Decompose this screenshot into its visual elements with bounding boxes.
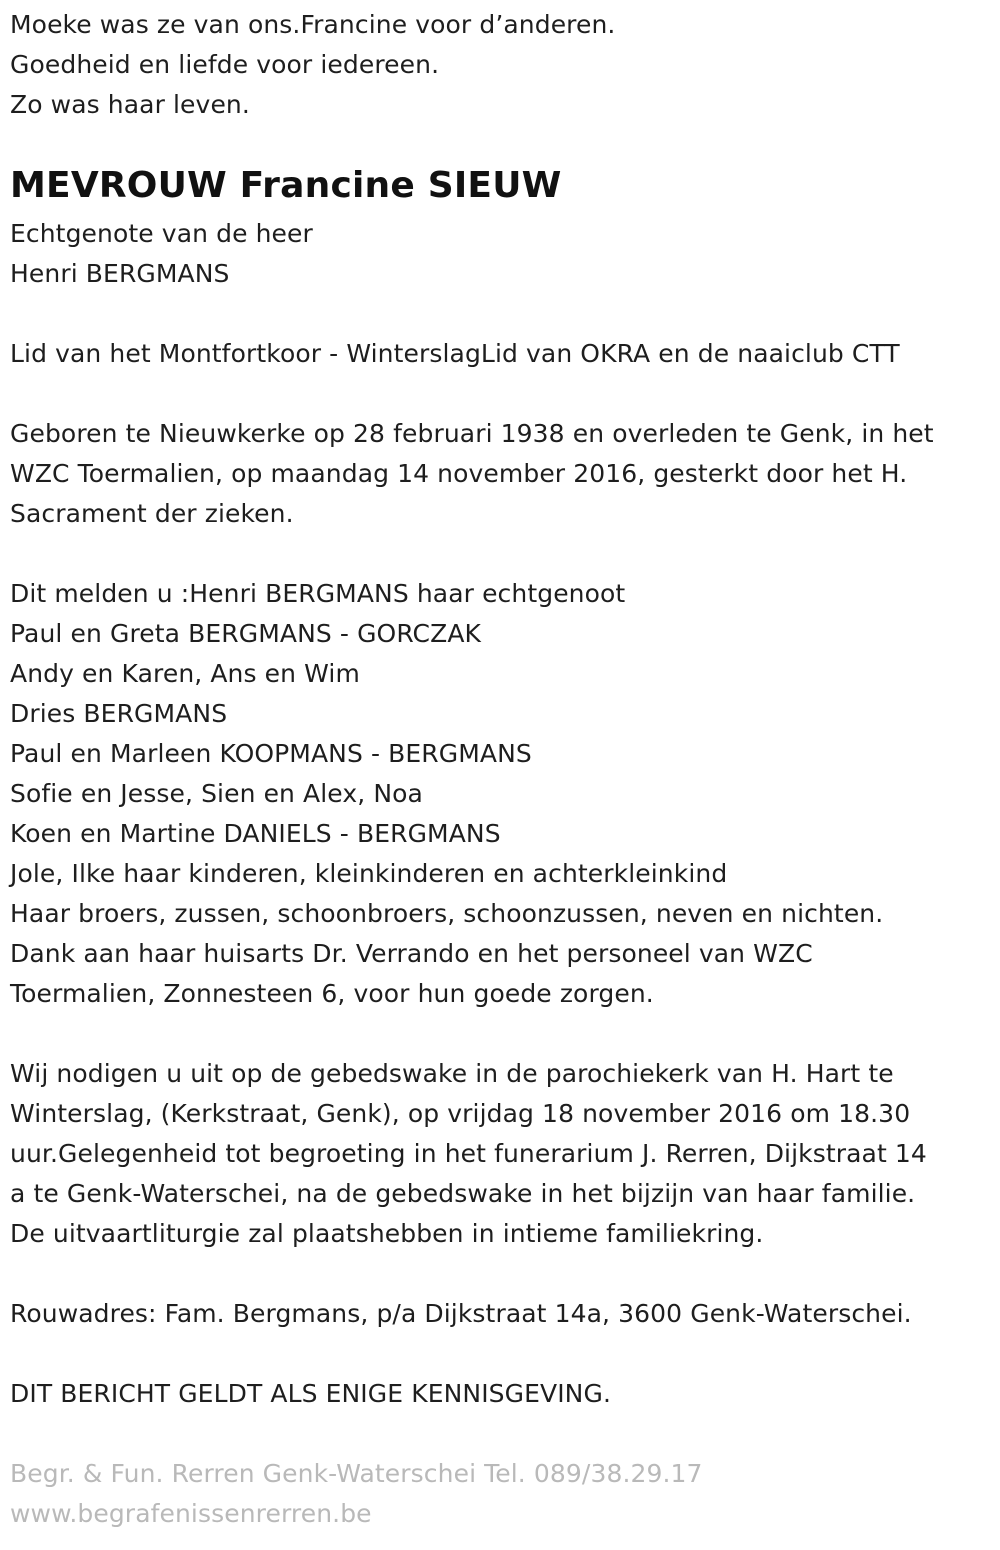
- website-link[interactable]: www.begrafenissenrerren.be: [10, 1499, 372, 1528]
- notice: [10, 1374, 990, 1414]
- membership-line: Lid van het Montfortkoor - WinterslagLid van OKRA en de naaiclub CTT: [10, 339, 900, 368]
- invitation-line: Winterslag, (Kerkstraat, Genk), op vrijdag 18 november 2016 om 18.30: [10, 1099, 911, 1128]
- spouse-line: Echtgenote van de heer: [10, 219, 313, 248]
- announcer-line: Dit melden u :Henri BERGMANS haar echtgenoot: [10, 579, 626, 608]
- announcer-line: Dries BERGMANS: [10, 699, 228, 728]
- announcer-line: Andy en Karen, Ans en Wim: [10, 659, 360, 688]
- invitation-line: uur.Gelegenheid tot begroeting in het funerarium J. Rerren, Dijkstraat 14: [10, 1139, 927, 1168]
- invitation-info: [10, 1054, 990, 1254]
- deceased-name: MEVROUW Francine SIEUW: [10, 165, 562, 206]
- announcer-line: Koen en Martine DANIELS - BERGMANS: [10, 819, 501, 848]
- mourning-address: [10, 1294, 990, 1334]
- intro-line: Goedheid en liefde voor iedereen.: [10, 50, 440, 79]
- spouse-info: [10, 214, 990, 294]
- announcer-line: Jole, Ilke haar kinderen, kleinkinderen en achterkleinkind: [10, 859, 728, 888]
- birth-death-line: Geboren te Nieuwkerke op 28 februari 1938 en overleden te Genk, in het: [10, 419, 934, 448]
- spouse-line: Henri BERGMANS: [10, 259, 230, 288]
- announcer-line: Haar broers, zussen, schoonbroers, schoonzussen, neven en nichten.: [10, 899, 884, 928]
- announcer-line: Paul en Greta BERGMANS - GORCZAK: [10, 619, 482, 648]
- birth-death-line: WZC Toermalien, op maandag 14 november 2016, gesterkt door het H.: [10, 459, 908, 488]
- intro-line: Moeke was ze van ons.Francine voor d’anderen.: [10, 10, 616, 39]
- notice-line: DIT BERICHT GELDT ALS ENIGE KENNISGEVING.: [10, 1379, 611, 1408]
- birth-death-line: Sacrament der zieken.: [10, 499, 294, 528]
- invitation-line: De uitvaartliturgie zal plaatshebben in intieme familiekring.: [10, 1219, 764, 1248]
- invitation-line: Wij nodigen u uit op de gebedswake in de parochiekerk van H. Hart te: [10, 1059, 894, 1088]
- intro-line: Zo was haar leven.: [10, 90, 250, 119]
- announcer-line: Sofie en Jesse, Sien en Alex, Noa: [10, 779, 423, 808]
- address-line: Rouwadres: Fam. Bergmans, p/a Dijkstraat 14a, 3600 Genk-Waterschei.: [10, 1299, 912, 1328]
- funeral-home-line: Begr. & Fun. Rerren Genk-Waterschei Tel. 089/38.29.17: [10, 1459, 703, 1488]
- announcer-line: Dank aan haar huisarts Dr. Verrando en het personeel van WZC: [10, 939, 813, 968]
- membership-info: [10, 334, 990, 374]
- funeral-home-footer: [10, 1454, 990, 1534]
- announcer-line: Paul en Marleen KOOPMANS - BERGMANS: [10, 739, 532, 768]
- announcer-line: Toermalien, Zonnesteen 6, voor hun goede zorgen.: [10, 979, 654, 1008]
- announcers-list: [10, 574, 990, 1014]
- birth-death-info: [10, 414, 990, 534]
- invitation-line: a te Genk-Waterschei, na de gebedswake in het bijzijn van haar familie.: [10, 1179, 916, 1208]
- intro-verse: [10, 5, 990, 125]
